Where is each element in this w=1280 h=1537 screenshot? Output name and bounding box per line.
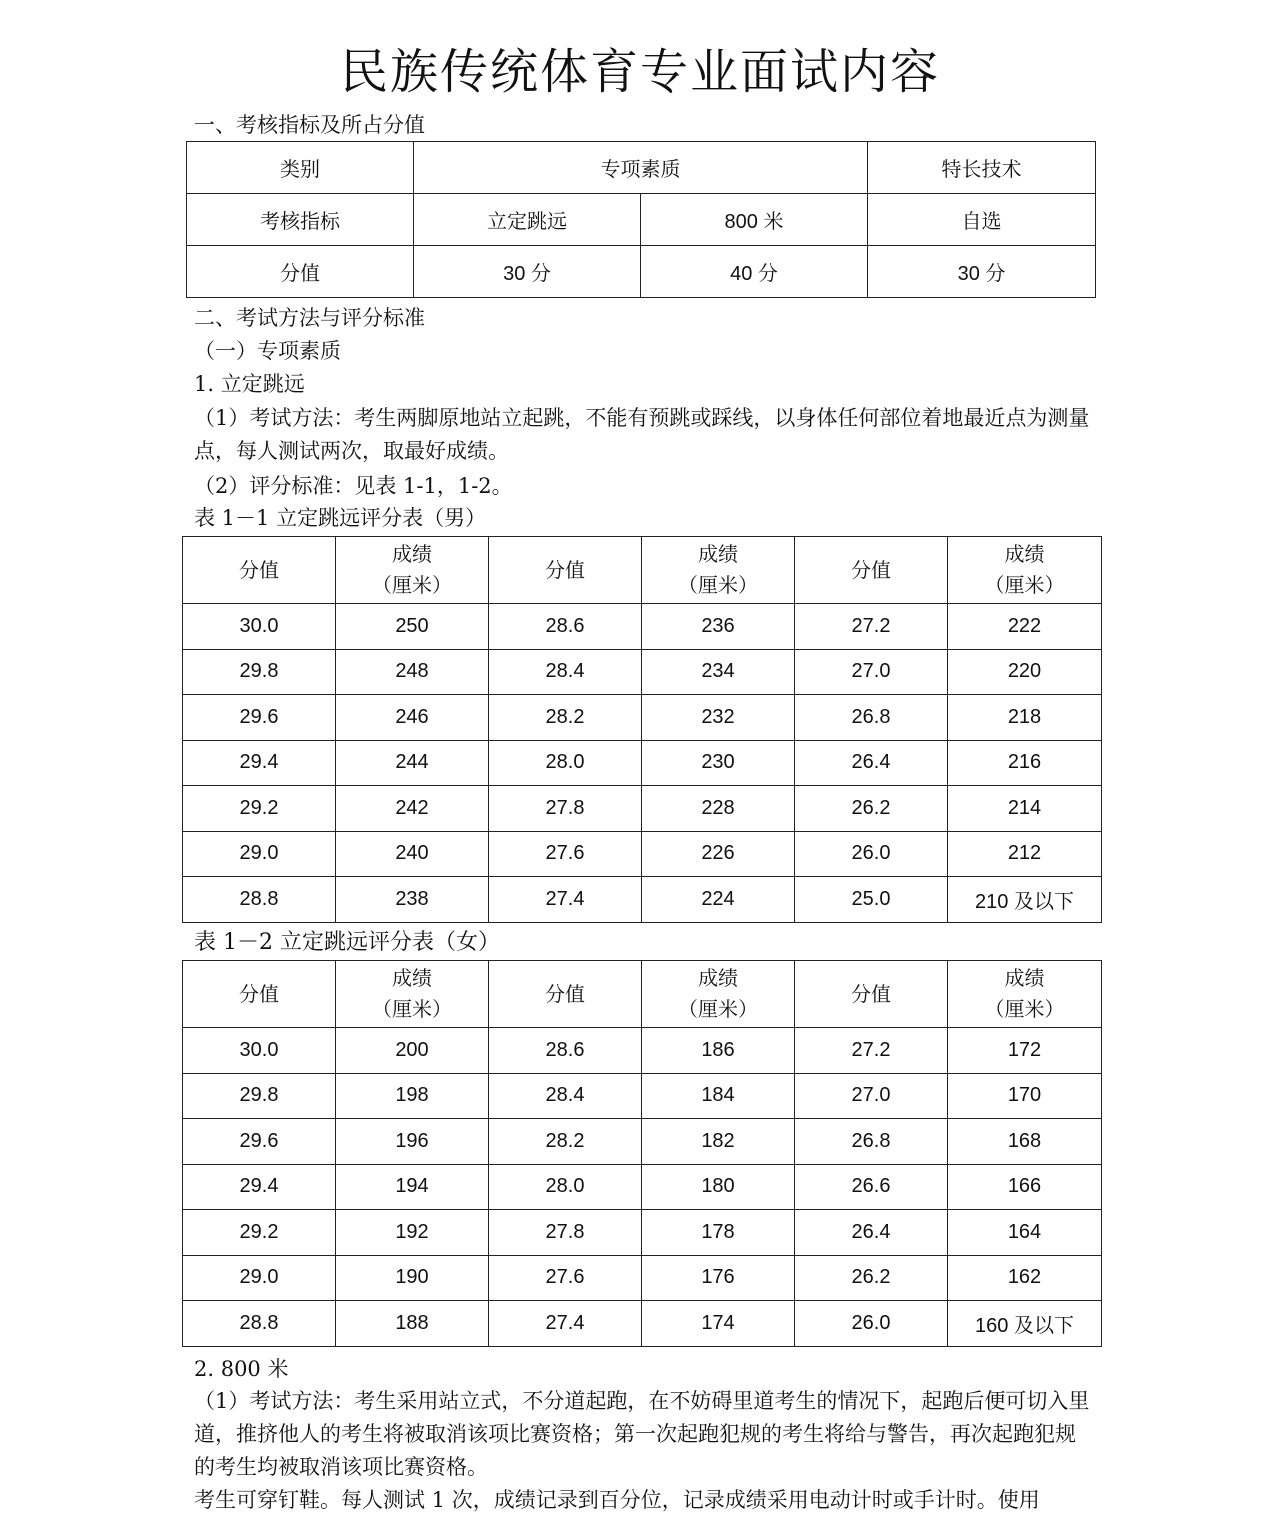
result-cell: 186 [642, 1028, 795, 1074]
score-cell: 27.8 [489, 786, 642, 832]
result-cell: 178 [642, 1210, 795, 1256]
result-cell: 166 [948, 1164, 1102, 1210]
result-cell: 190 [336, 1255, 489, 1301]
table-row [183, 1164, 1102, 1210]
score-cell: 26.6 [795, 1164, 948, 1210]
table-cell: 800 米 [641, 194, 868, 246]
score-cell: 29.2 [183, 1210, 336, 1256]
result-cell: 182 [642, 1119, 795, 1165]
score-cell: 27.2 [795, 604, 948, 650]
score-cell: 28.8 [183, 1301, 336, 1347]
result-cell: 218 [948, 695, 1102, 741]
result-cell: 184 [642, 1073, 795, 1119]
table-row [183, 786, 1102, 832]
score-cell: 28.4 [489, 649, 642, 695]
score-cell: 29.8 [183, 1073, 336, 1119]
table-cell: 30 分 [414, 246, 641, 298]
header-score: 分值 [795, 961, 948, 1028]
score-cell: 27.6 [489, 1255, 642, 1301]
result-cell: 238 [336, 877, 489, 923]
score-cell: 29.6 [183, 695, 336, 741]
result-cell: 234 [642, 649, 795, 695]
header-score: 分值 [489, 961, 642, 1028]
paragraph-800m-note: 考生可穿钉鞋。每人测试 1 次，成绩记录到百分位，记录成绩采用电动计时或手计时。使用 [194, 1488, 1040, 1512]
score-cell: 29.4 [183, 1164, 336, 1210]
table-row [187, 142, 1096, 194]
table-cell: 自选 [868, 194, 1096, 246]
score-cell: 27.0 [795, 1073, 948, 1119]
table-row [183, 1073, 1102, 1119]
result-cell: 196 [336, 1119, 489, 1165]
header-result: 成绩 （厘米） [948, 537, 1102, 604]
table-cell: 立定跳远 [414, 194, 641, 246]
score-cell: 30.0 [183, 1028, 336, 1074]
table-caption-male: 表 1－1 立定跳远评分表（男） [194, 506, 487, 530]
score-cell: 26.0 [795, 1301, 948, 1347]
table-cell: 考核指标 [187, 194, 414, 246]
result-cell: 230 [642, 740, 795, 786]
result-cell: 240 [336, 831, 489, 877]
score-cell: 29.0 [183, 1255, 336, 1301]
result-cell: 170 [948, 1073, 1102, 1119]
header-score: 分值 [795, 537, 948, 604]
result-cell: 164 [948, 1210, 1102, 1256]
score-cell: 28.0 [489, 740, 642, 786]
table-header-row [183, 961, 1102, 1028]
result-cell: 198 [336, 1073, 489, 1119]
score-cell: 26.4 [795, 740, 948, 786]
result-cell: 160 及以下 [948, 1301, 1102, 1347]
result-cell: 226 [642, 831, 795, 877]
score-cell: 27.0 [795, 649, 948, 695]
score-cell: 28.6 [489, 1028, 642, 1074]
result-cell: 242 [336, 786, 489, 832]
table-cell: 30 分 [868, 246, 1096, 298]
score-cell: 26.8 [795, 1119, 948, 1165]
score-cell: 27.2 [795, 1028, 948, 1074]
result-cell: 212 [948, 831, 1102, 877]
result-cell: 224 [642, 877, 795, 923]
result-cell: 194 [336, 1164, 489, 1210]
page-title: 民族传统体育专业面试内容 [339, 44, 940, 100]
result-cell: 192 [336, 1210, 489, 1256]
result-cell: 210 及以下 [948, 877, 1102, 923]
score-table-female [182, 960, 1102, 1347]
header-score: 分值 [183, 537, 336, 604]
item-heading-800m: 2. 800 米 [194, 1357, 289, 1381]
header-score: 分值 [183, 961, 336, 1028]
paragraph-800m-method: （1）考试方法：考生采用站立式，不分道起跑，在不妨碍里道考生的情况下，起跑后便可切入里道，推挤他人的考生将被取消该项比赛资格；第一次起跑犯规的考生将给与警告，再次起跑犯规的考生均被取消该项比赛资格。 [194, 1389, 1090, 1479]
table-row [183, 1119, 1102, 1165]
item-heading-standing-jump: 1. 立定跳远 [194, 372, 305, 396]
score-cell: 28.2 [489, 1119, 642, 1165]
result-cell: 244 [336, 740, 489, 786]
table-row [183, 1301, 1102, 1347]
table-cell: 特长技术 [868, 142, 1096, 194]
score-cell: 26.8 [795, 695, 948, 741]
table-row [183, 604, 1102, 650]
result-cell: 216 [948, 740, 1102, 786]
score-cell: 28.8 [183, 877, 336, 923]
score-cell: 29.0 [183, 831, 336, 877]
header-result: 成绩 （厘米） [948, 961, 1102, 1028]
score-cell: 29.8 [183, 649, 336, 695]
result-cell: 200 [336, 1028, 489, 1074]
result-cell: 236 [642, 604, 795, 650]
result-cell: 220 [948, 649, 1102, 695]
header-score: 分值 [489, 537, 642, 604]
score-cell: 25.0 [795, 877, 948, 923]
result-cell: 246 [336, 695, 489, 741]
paragraph-scoring-standard: （2）评分标准：见表 1-1，1-2。 [194, 474, 513, 498]
score-cell: 29.2 [183, 786, 336, 832]
paragraph-test-method: （1）考试方法：考生两脚原地站立起跳，不能有预跳或踩线，以身体任何部位着地最近点为测量点，每人测试两次，取最好成绩。 [194, 406, 1090, 463]
score-cell: 30.0 [183, 604, 336, 650]
result-cell: 174 [642, 1301, 795, 1347]
table-row [187, 246, 1096, 298]
result-cell: 214 [948, 786, 1102, 832]
score-cell: 29.4 [183, 740, 336, 786]
table-row [183, 695, 1102, 741]
score-cell: 28.6 [489, 604, 642, 650]
table-row [183, 831, 1102, 877]
table-cell: 40 分 [641, 246, 868, 298]
section-heading-indicators: 一、考核指标及所占分值 [194, 113, 425, 137]
table-row [183, 1028, 1102, 1074]
result-cell: 228 [642, 786, 795, 832]
header-result: 成绩 （厘米） [336, 537, 489, 604]
indicator-table [186, 141, 1096, 298]
table-row [187, 194, 1096, 246]
score-cell: 27.6 [489, 831, 642, 877]
header-result: 成绩 （厘米） [336, 961, 489, 1028]
score-cell: 27.4 [489, 877, 642, 923]
header-result: 成绩 （厘米） [642, 537, 795, 604]
result-cell: 176 [642, 1255, 795, 1301]
score-cell: 28.4 [489, 1073, 642, 1119]
score-cell: 28.0 [489, 1164, 642, 1210]
table-cell: 分值 [187, 246, 414, 298]
result-cell: 250 [336, 604, 489, 650]
score-cell: 27.4 [489, 1301, 642, 1347]
table-cell: 专项素质 [414, 142, 868, 194]
score-cell: 29.6 [183, 1119, 336, 1165]
header-result: 成绩 （厘米） [642, 961, 795, 1028]
result-cell: 248 [336, 649, 489, 695]
section-heading-methods: 二、考试方法与评分标准 [194, 306, 425, 330]
table-row [183, 877, 1102, 923]
score-cell: 27.8 [489, 1210, 642, 1256]
score-cell: 26.0 [795, 831, 948, 877]
result-cell: 222 [948, 604, 1102, 650]
result-cell: 188 [336, 1301, 489, 1347]
score-table-male [182, 536, 1102, 923]
result-cell: 168 [948, 1119, 1102, 1165]
result-cell: 172 [948, 1028, 1102, 1074]
subsection-heading: （一）专项素质 [194, 339, 341, 363]
table-cell: 类别 [187, 142, 414, 194]
table-row [183, 1255, 1102, 1301]
score-cell: 26.4 [795, 1210, 948, 1256]
score-cell: 28.2 [489, 695, 642, 741]
score-cell: 26.2 [795, 786, 948, 832]
table-row [183, 649, 1102, 695]
table-row [183, 1210, 1102, 1256]
table-caption-female: 表 1－2 立定跳远评分表（女） [194, 930, 500, 955]
table-row [183, 740, 1102, 786]
result-cell: 162 [948, 1255, 1102, 1301]
result-cell: 180 [642, 1164, 795, 1210]
table-header-row [183, 537, 1102, 604]
result-cell: 232 [642, 695, 795, 741]
score-cell: 26.2 [795, 1255, 948, 1301]
